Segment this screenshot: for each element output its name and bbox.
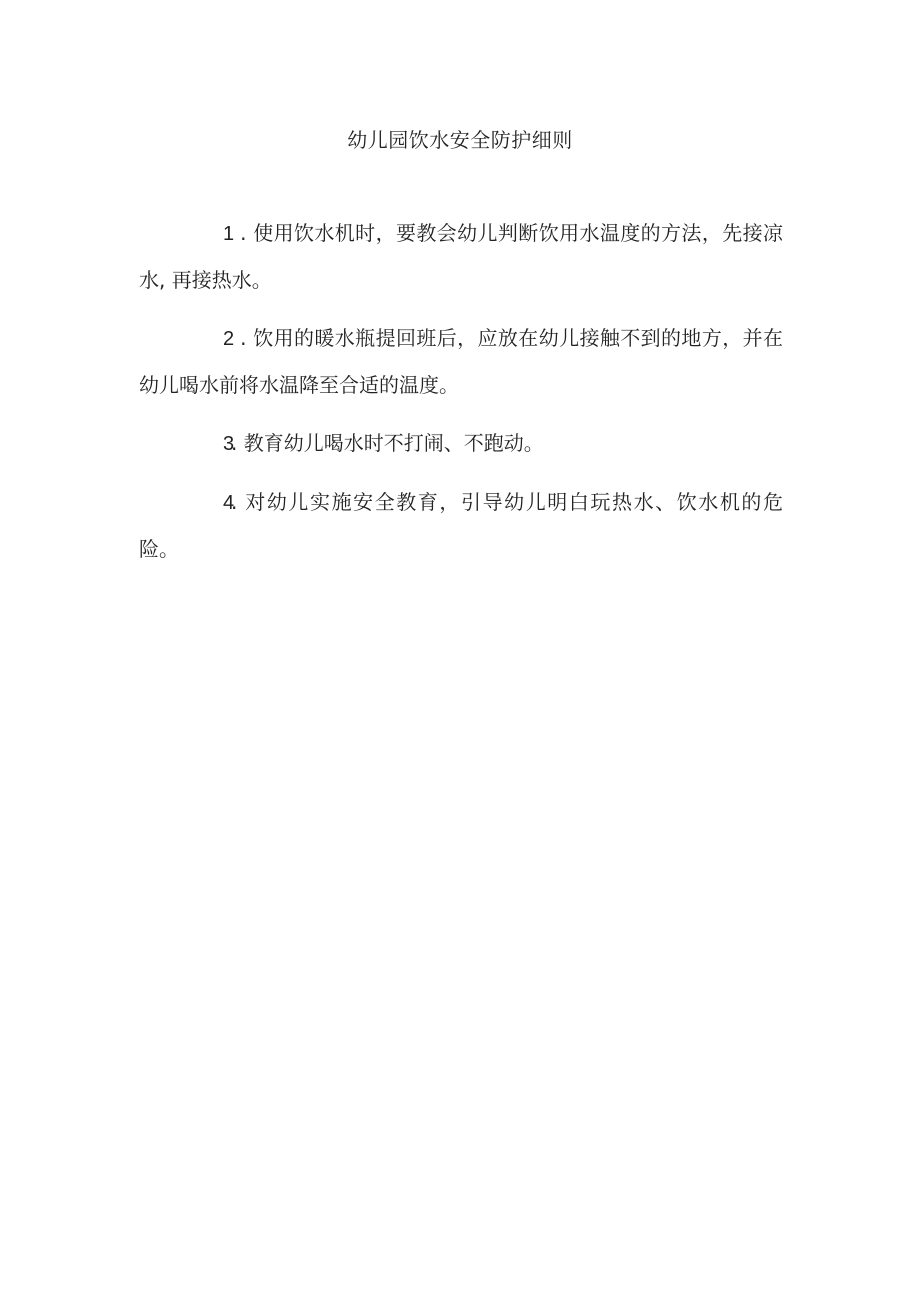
item-text: . 饮用的暖水瓶提回班后，应放在幼儿接触不到的地方，并在幼儿喝水前将水温降至合适的温度。 <box>139 326 783 397</box>
item-number: 2 <box>223 328 235 350</box>
document-title: 幼儿园饮水安全防护细则 <box>347 128 573 152</box>
list-item-1 <box>139 210 783 303</box>
item-text: . 使用饮水机时，要教会幼儿判断饮用水温度的方法，先接凉水, 再接热水。 <box>139 221 783 292</box>
list-item-2 <box>139 315 783 408</box>
item-number: 1 <box>223 223 235 245</box>
list-item-4 <box>139 479 783 572</box>
list-item-3 <box>139 420 783 467</box>
item-number: 4 <box>223 492 235 514</box>
document-body <box>139 210 783 584</box>
item-number: 3 <box>223 433 235 455</box>
item-text: . 教育幼儿喝水时不打闹、不跑动。 <box>231 431 544 455</box>
item-text: . 对幼儿实施安全教育，引导幼儿明白玩热水、饮水机的危险。 <box>139 490 783 561</box>
